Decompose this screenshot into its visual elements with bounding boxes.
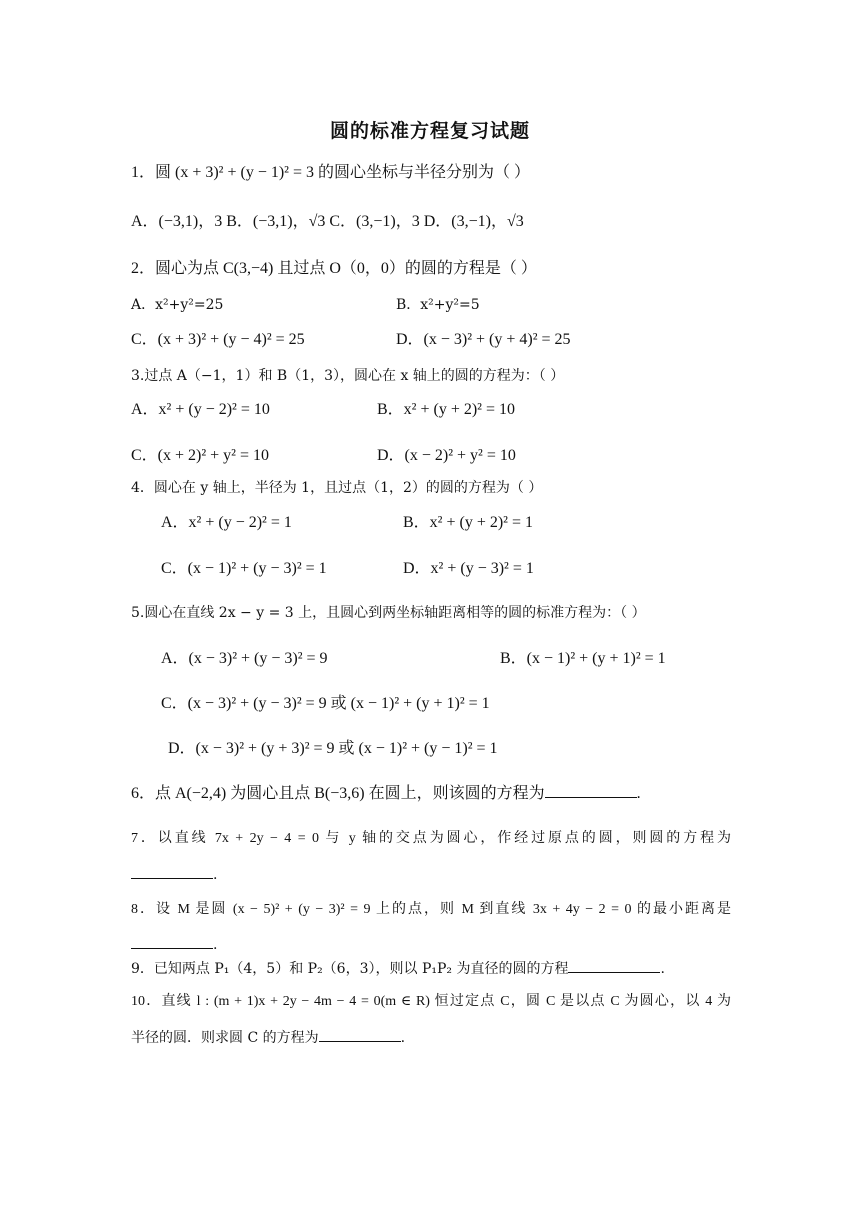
question-5-option-d: D．(x − 3)² + (y + 3)² = 9 或 (x − 1)² + (y − 1)² = 1 [168, 740, 498, 757]
question-2-option-d: D．(x − 3)² + (y + 4)² = 25 [396, 331, 571, 348]
question-6-text: 6．点 A(−2,4) 为圆心且点 B(−3,6) 在圆上，则该圆的方程为 [131, 785, 545, 802]
question-8-end: . [213, 937, 218, 953]
question-5-stem: 5.圆心在直线 2x − y = 3 上，且圆心到两坐标轴距离相等的圆的标准方程为：（ ） [131, 605, 646, 621]
question-7-line-2 [131, 864, 217, 885]
question-4-option-b: B．x² + (y + 2)² = 1 [403, 514, 533, 531]
question-3-option-d: D．(x − 2)² + y² = 10 [377, 447, 516, 464]
answer-blank[interactable] [545, 783, 637, 798]
question-1-stem: 1．圆 (x + 3)² + (y − 1)² = 3 的圆心坐标与半径分别为（ ） [131, 164, 531, 181]
question-10-end: . [400, 1030, 406, 1046]
question-2-option-b: B．x²+y²=5 [396, 297, 480, 313]
answer-blank[interactable] [319, 1027, 401, 1042]
question-8-line-2 [131, 934, 217, 955]
question-6-end: . [636, 785, 641, 802]
question-5-option-b: B．(x − 1)² + (y + 1)² = 1 [500, 650, 666, 667]
question-3-option-a: A．x² + (y − 2)² = 10 [131, 401, 270, 418]
question-2-option-c: C．(x + 3)² + (y − 4)² = 25 [131, 331, 305, 348]
question-10-line-1: 10．直线 l : (m + 1)x + 2y − 4m − 4 = 0(m ∈ R) 恒过定点 C，圆 C 是以点 C 为圆心，以 4 为 [131, 994, 731, 1009]
page-title: 圆的标准方程复习试题 [329, 120, 530, 142]
question-3-stem: 3.过点 A（−1，1）和 B（1，3），圆心在 x 轴上的圆的方程为：（ ） [131, 368, 565, 384]
question-4-option-d: D．x² + (y − 3)² = 1 [403, 560, 534, 577]
question-10-line-2 [131, 1027, 405, 1048]
question-8-line-1: 8．设 M 是圆 (x − 5)² + (y − 3)² = 9 上的点，则 M 到直线 3x + 4y − 2 = 0 的最小距离是 [131, 902, 731, 917]
question-6 [131, 783, 641, 804]
question-5-option-c: C．(x − 3)² + (y − 3)² = 9 或 (x − 1)² + (y + 1)² = 1 [161, 695, 490, 712]
question-5-option-a: A．(x − 3)² + (y − 3)² = 9 [161, 650, 328, 667]
question-1-options: A．(−3,1)，3 B．(−3,1)，√3 C．(3,−1)，3 D．(3,−1)，√3 [131, 213, 524, 230]
question-4-option-a: A．x² + (y − 2)² = 1 [161, 514, 292, 531]
question-4-stem: 4．圆心在 y 轴上，半径为 1，且过点（1，2）的圆的方程为（ ） [131, 480, 543, 496]
answer-blank[interactable] [131, 934, 213, 949]
question-2-option-a: A．x²+y²=25 [131, 297, 224, 313]
question-7-end: . [213, 867, 218, 883]
question-3-option-c: C．(x + 2)² + y² = 10 [131, 447, 269, 464]
question-10-line-2-text: 半径的圆．则求圆 C 的方程为 [131, 1030, 319, 1046]
answer-blank[interactable] [131, 864, 213, 879]
answer-blank[interactable] [568, 958, 660, 973]
question-9-text: 9．已知两点 P₁（4，5）和 P₂（6，3），则以 P₁P₂ 为直径的圆的方程 [131, 961, 569, 977]
question-9 [131, 958, 665, 979]
question-3-option-b: B．x² + (y + 2)² = 10 [377, 401, 515, 418]
question-2-stem: 2．圆心为点 C(3,−4) 且过点 O（0，0）的圆的方程是（ ） [131, 260, 537, 277]
question-7-line-1: 7．以直线 7x + 2y − 4 = 0 与 y 轴的交点为圆心，作经过原点的圆，则圆的方程为 [131, 831, 731, 846]
question-9-end: . [660, 961, 665, 977]
question-4-option-c: C．(x − 1)² + (y − 3)² = 1 [161, 560, 327, 577]
